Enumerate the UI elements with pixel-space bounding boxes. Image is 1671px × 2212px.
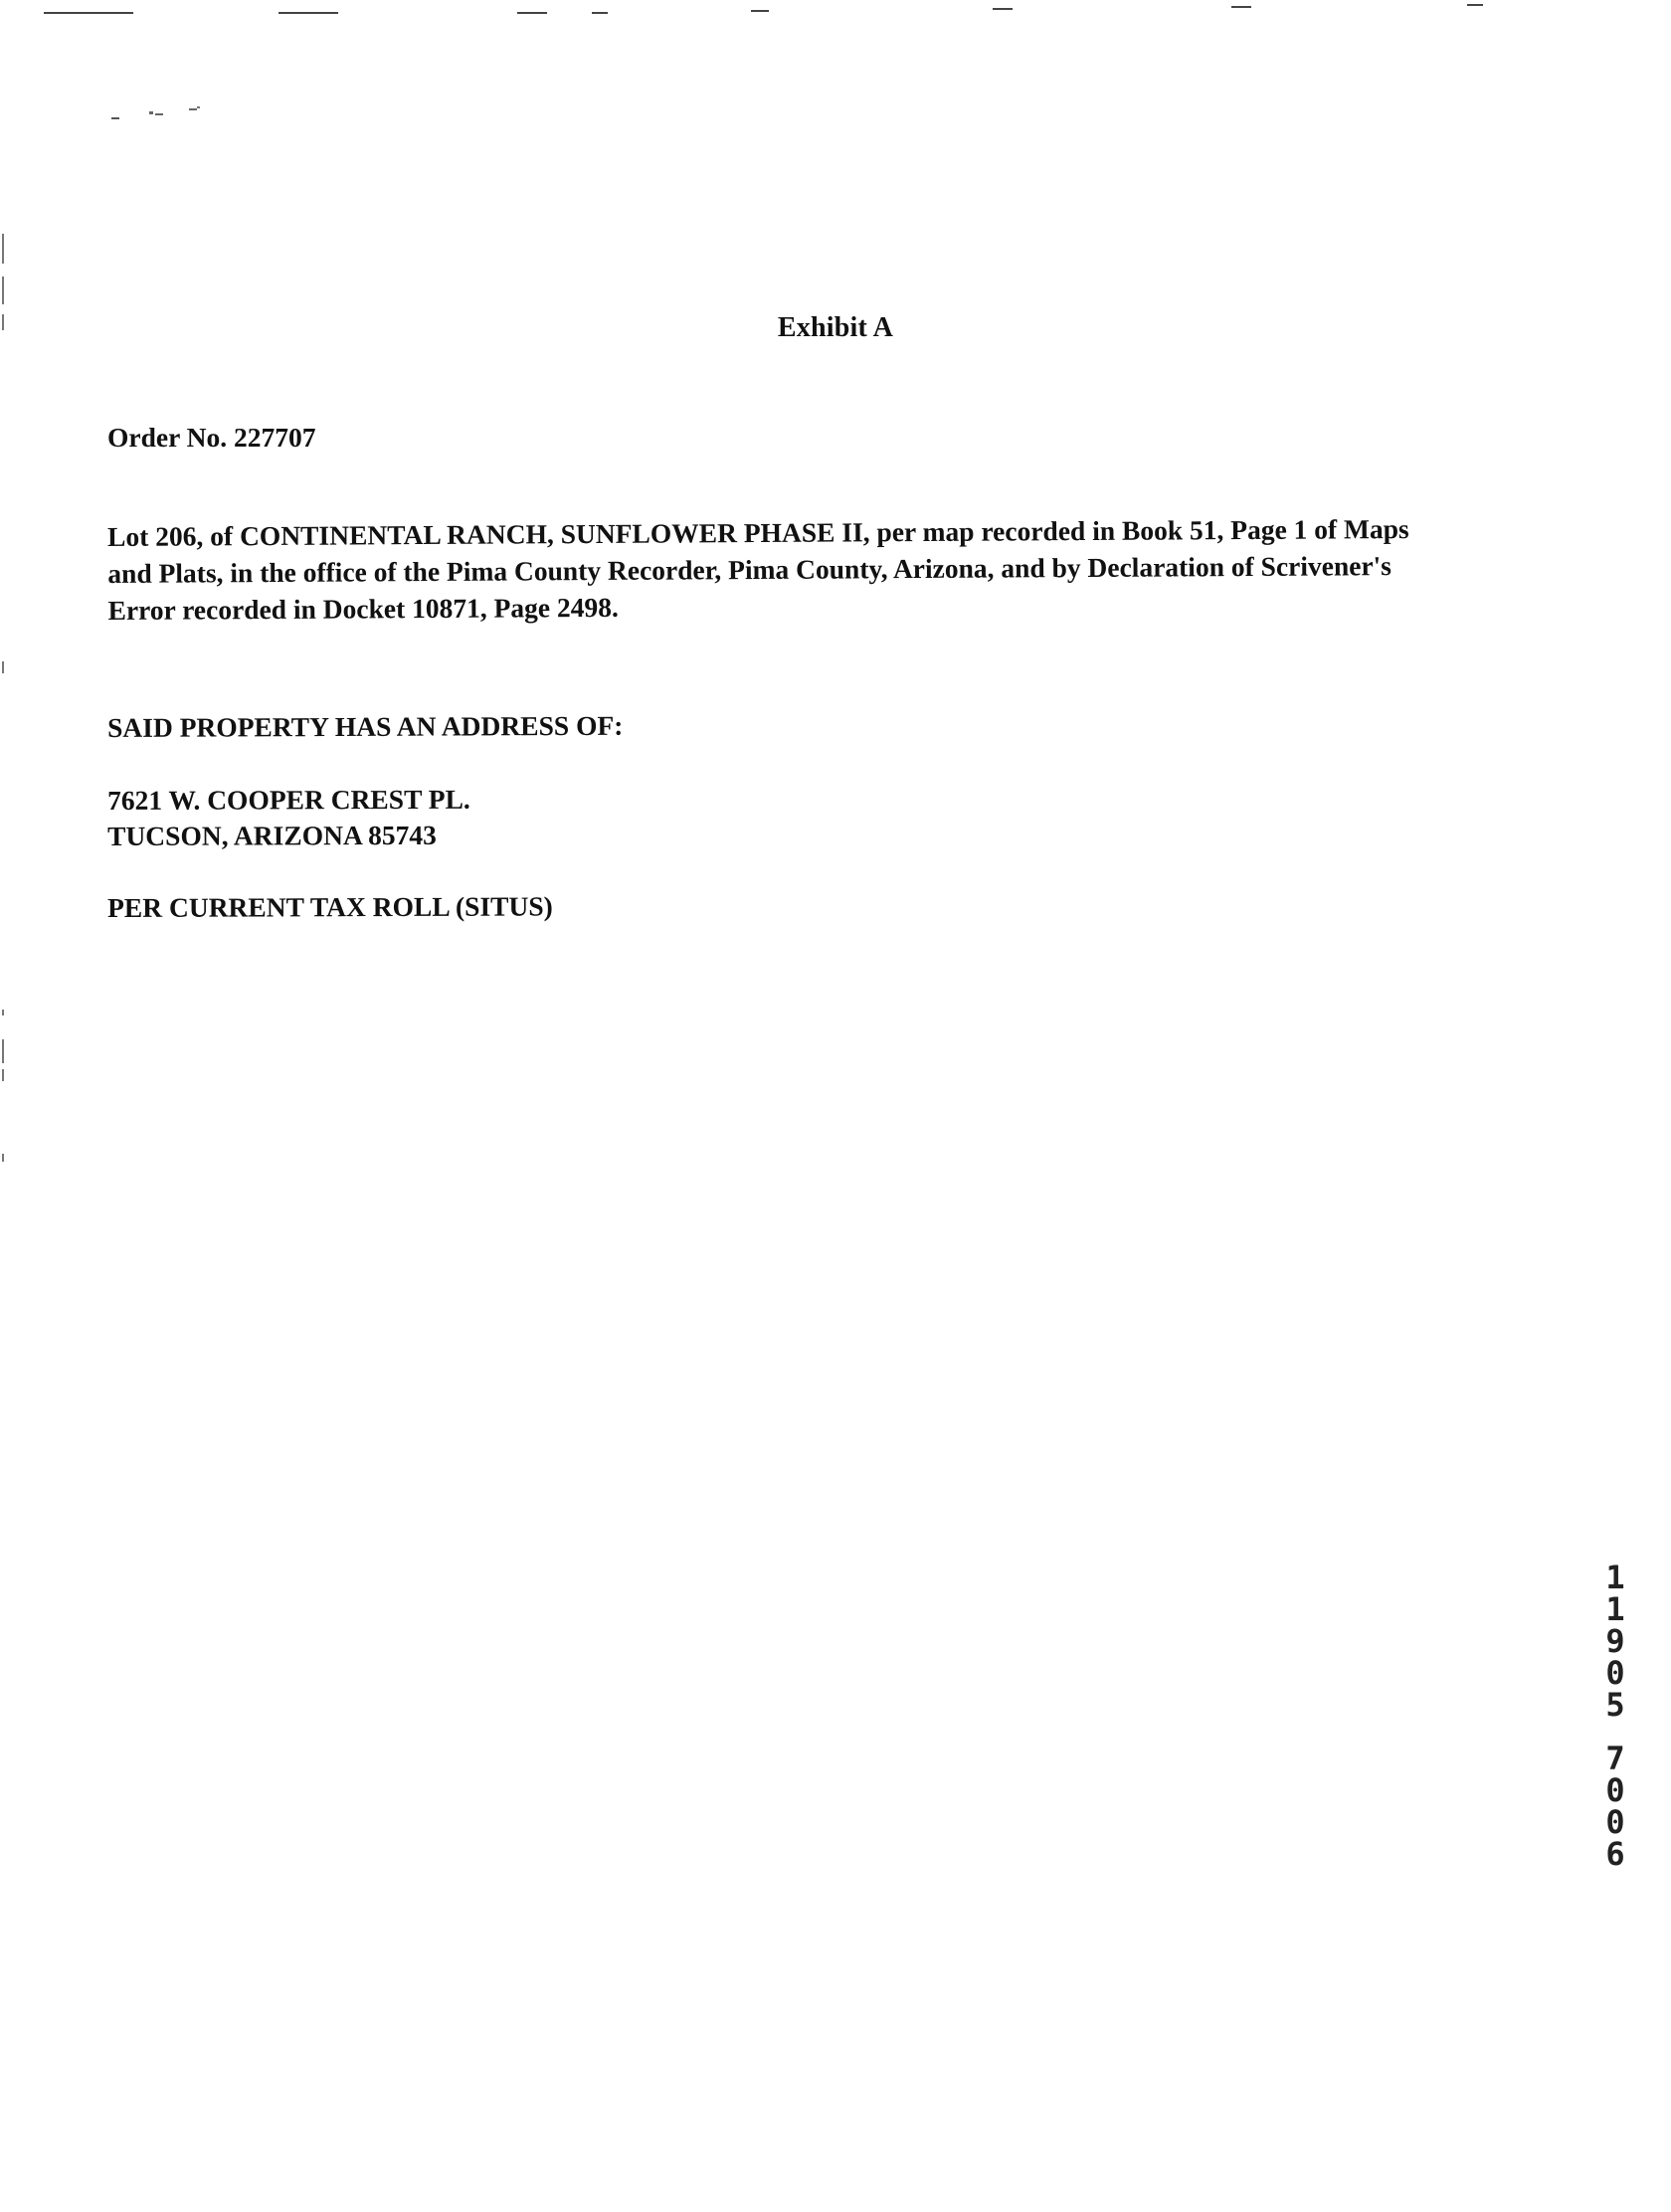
recording-stamp <box>1591 1559 1639 1873</box>
stamp-digit: 1 <box>1605 1590 1625 1628</box>
scan-edge-mark <box>2 234 4 264</box>
stamp-digit: 7 <box>1605 1740 1625 1777</box>
legal-description-line: Error recorded in Docket 10871, Page 2498. <box>107 591 619 626</box>
scan-edge-mark <box>993 8 1013 10</box>
scan-edge-mark <box>2 1010 4 1015</box>
scan-edge-mark <box>2 1154 4 1162</box>
legal-description-line: and Plats, in the office of the Pima County Recorder, Pima County, Arizona, and by Declaration of Scrivener's <box>107 550 1392 589</box>
stamp-digit: 0 <box>1605 1803 1625 1841</box>
scan-edge-mark <box>1231 6 1251 8</box>
scan-edge-mark <box>1467 4 1483 6</box>
tax-roll-note: PER CURRENT TAX ROLL (SITUS) <box>107 890 553 923</box>
page-title: Exhibit A <box>777 312 894 343</box>
scan-edge-mark <box>2 661 4 673</box>
scan-edge-mark <box>592 12 608 14</box>
stamp-digit: 0 <box>1605 1771 1625 1809</box>
scan-edge-mark <box>44 12 133 14</box>
legal-description <box>107 509 1561 629</box>
order-number: Order No. 227707 <box>107 422 316 453</box>
stamp-digit: 1 <box>1605 1559 1625 1596</box>
stamp-digit: 6 <box>1605 1835 1625 1873</box>
legal-description-line: Lot 206, of CONTINENTAL RANCH, SUNFLOWER PHASE II, per map recorded in Book 51, Page 1 of Maps <box>107 513 1409 552</box>
address-line-1: 7621 W. COOPER CREST PL. <box>107 783 470 816</box>
scan-edge-mark <box>517 12 547 14</box>
scan-edge-mark <box>751 10 769 12</box>
scan-edge-mark <box>2 1039 4 1063</box>
stamp-digit: 0 <box>1605 1654 1625 1692</box>
address-heading: SAID PROPERTY HAS AN ADDRESS OF: <box>107 709 624 743</box>
scan-edge-mark <box>278 12 338 14</box>
stamp-digit: 5 <box>1605 1686 1625 1724</box>
address-line-2: TUCSON, ARIZONA 85743 <box>107 819 437 851</box>
scan-speck <box>109 105 205 125</box>
scan-edge-mark <box>2 1069 4 1081</box>
scan-edge-mark <box>2 276 4 304</box>
stamp-digit: 9 <box>1605 1622 1625 1660</box>
